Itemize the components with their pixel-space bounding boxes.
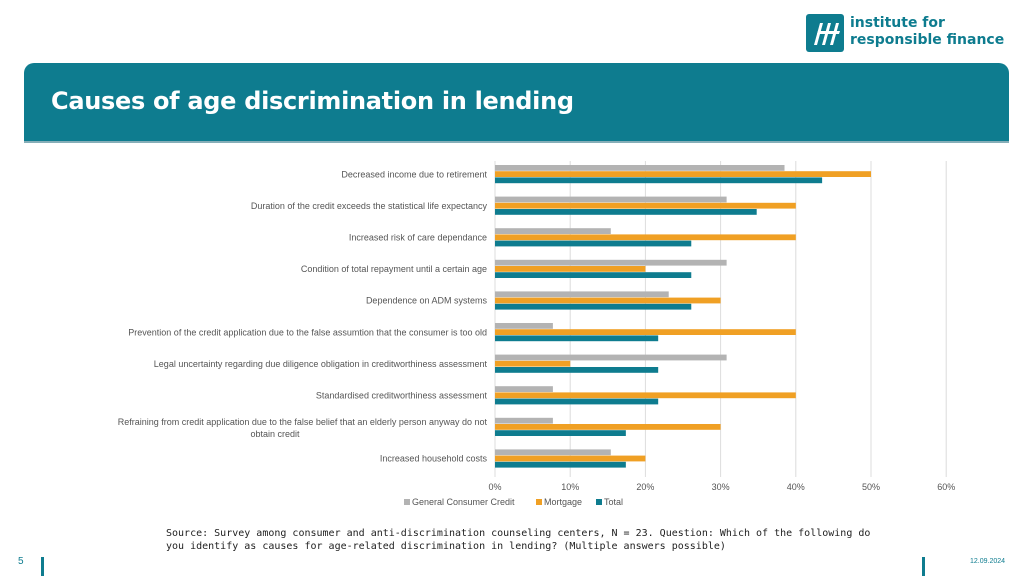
iff-logo-icon	[806, 14, 844, 52]
x-tick-label: 10%	[561, 482, 580, 492]
category-label: Dependence on ADM systems	[365, 295, 487, 306]
bar	[495, 298, 721, 304]
legend-label: General Consumer Credit	[412, 497, 515, 507]
category-label: Prevention of the credit application due to the false assumtion that the consumer is too old	[128, 327, 487, 338]
x-tick-label: 0%	[488, 482, 502, 492]
bar	[495, 462, 626, 468]
category-label: Decreased income due to retirement	[341, 169, 487, 180]
bar	[495, 272, 691, 278]
bar	[495, 386, 553, 392]
bar	[495, 291, 669, 297]
source-note: Source: Survey among consumer and anti-discrimination counseling centers, N = 23. Question: Which of the following do you identify as causes for age-related discrimination in lending? (Multiple answers possible)	[166, 528, 871, 552]
institute-logo	[806, 14, 1005, 54]
footer-divider-right	[922, 557, 925, 576]
bar	[495, 449, 611, 455]
bar	[495, 171, 871, 177]
legend-swatch	[404, 499, 410, 505]
bar	[495, 266, 645, 272]
logo-line-2: responsible finance	[850, 32, 1005, 48]
category-label: Increased risk of care dependance	[348, 232, 487, 243]
category-label: Standardised creditworthiness assessment	[315, 390, 487, 401]
bar	[495, 329, 796, 335]
bar	[495, 367, 658, 373]
bar	[495, 260, 727, 266]
category-label-continued: obtain credit	[250, 429, 300, 440]
x-tick-label: 50%	[861, 482, 881, 492]
bar	[495, 418, 553, 424]
logo-line-1: institute for	[850, 15, 945, 31]
footer-divider-left	[41, 557, 44, 576]
bar	[495, 323, 553, 329]
bar	[495, 355, 727, 361]
x-tick-label: 60%	[937, 482, 956, 492]
legend-swatch	[536, 499, 542, 505]
bar	[495, 197, 727, 203]
bar	[495, 177, 822, 183]
title-banner	[24, 63, 1009, 143]
bar	[495, 228, 611, 234]
legend-label: Mortgage	[544, 497, 583, 507]
legend-swatch	[596, 499, 602, 505]
footer-date: 12.09.2024	[970, 558, 1006, 565]
bar	[495, 335, 658, 341]
x-tick-label: 30%	[711, 482, 730, 492]
bar	[495, 203, 796, 209]
bar	[495, 392, 796, 398]
category-label: Condition of total repayment until a certain age	[300, 264, 487, 275]
category-label: Legal uncertainty regarding due diligence obligation in creditworthiness assessment	[153, 358, 487, 369]
category-label: Increased household costs	[379, 453, 487, 464]
bar	[495, 430, 626, 436]
page-number: 5	[18, 556, 24, 567]
x-tick-label: 20%	[636, 482, 655, 492]
legend-label: Total	[604, 497, 624, 507]
bar	[495, 165, 785, 171]
category-label: Duration of the credit exceeds the statistical life expectancy	[250, 200, 487, 211]
bar	[495, 304, 691, 310]
bar	[495, 456, 645, 462]
bar	[495, 234, 796, 240]
bar	[495, 399, 658, 405]
bar	[495, 361, 570, 367]
bar	[495, 209, 757, 215]
bar	[495, 424, 721, 430]
bar	[495, 241, 691, 247]
page-title: Causes of age discrimination in lending	[51, 87, 574, 115]
bar-chart	[0, 150, 1024, 520]
category-label: Refraining from credit application due to the false belief that an elderly person anyway do not	[117, 417, 487, 428]
x-tick-label: 40%	[786, 482, 805, 492]
